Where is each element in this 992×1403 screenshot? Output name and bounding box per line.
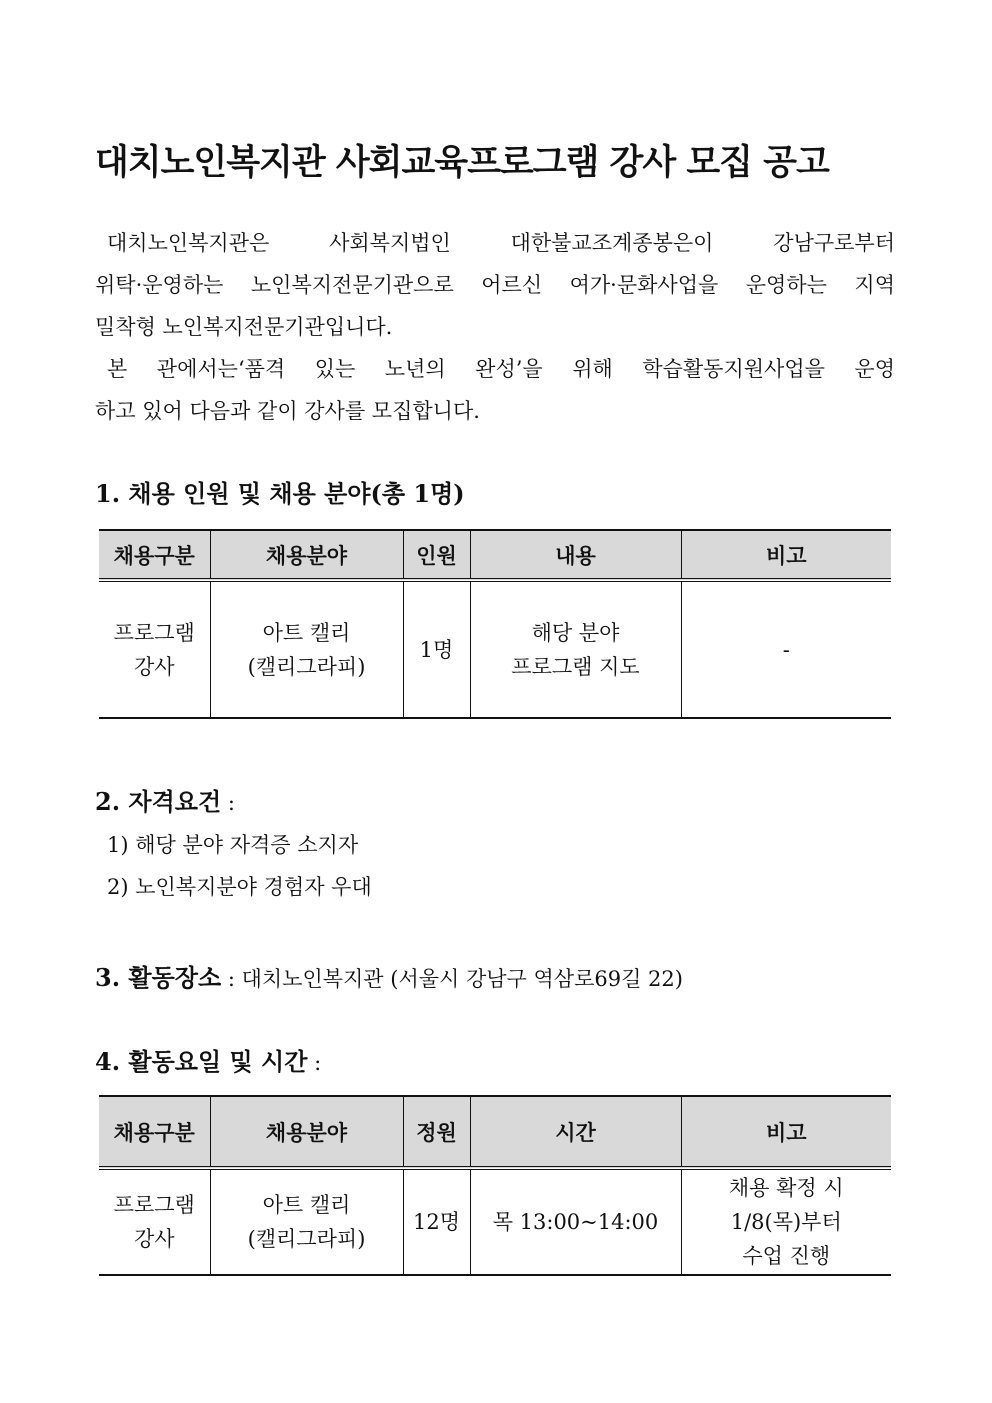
table-cell: 아트 캘리 (캘리그라피) <box>210 580 403 718</box>
section-heading-4: 4. 활동요일 및 시간 : <box>95 1047 322 1076</box>
intro-line: 밀착형 노인복지전문기관입니다. <box>95 315 393 339</box>
table-header: 시간 <box>470 1096 681 1168</box>
table-header: 비고 <box>681 530 891 580</box>
table-header: 비고 <box>681 1096 891 1168</box>
section-heading-1: 1. 채용 인원 및 채용 분야(총 1명) <box>95 479 465 508</box>
table-header: 인원 <box>403 530 470 580</box>
table-cell: 12명 <box>403 1168 470 1275</box>
table-header: 채용구분 <box>99 1096 210 1168</box>
list-item: 1) 해당 분야 자격증 소지자 <box>107 833 359 857</box>
table-cell: 목 13:00~14:00 <box>470 1168 681 1275</box>
table-header: 정원 <box>403 1096 470 1168</box>
intro-line: 대치노인복지관은 사회복지법인 대한불교조계종봉은이 강남구로부터 <box>107 231 895 255</box>
table-row <box>99 580 891 718</box>
intro-line: 본 관에서는‘품격 있는 노년의 완성’을 위해 학습활동지원사업을 운영 <box>107 357 895 381</box>
section-heading-3: 3. 활동장소 : 대치노인복지관 (서울시 강남구 역삼로69길 22) <box>95 963 683 992</box>
table-cell: 아트 캘리 (캘리그라피) <box>210 1168 403 1275</box>
table-header: 채용분야 <box>210 530 403 580</box>
table-cell: - <box>681 580 891 718</box>
table-cell: 채용 확정 시 1/8(목)부터 수업 진행 <box>681 1168 891 1275</box>
schedule-table <box>99 1095 891 1276</box>
qualification-list <box>107 824 372 908</box>
intro-line: 하고 있어 다음과 같이 강사를 모집합니다. <box>95 399 480 423</box>
table-header: 채용분야 <box>210 1096 403 1168</box>
table-row <box>99 1168 891 1275</box>
page-title: 대치노인복지관 사회교육프로그램 강사 모집 공고 <box>95 143 829 183</box>
table-header: 채용구분 <box>99 530 210 580</box>
section-heading-2: 2. 자격요건 : <box>95 787 235 816</box>
recruitment-table <box>99 529 891 719</box>
table-cell: 프로그램 강사 <box>99 580 210 718</box>
table-cell: 1명 <box>403 580 470 718</box>
intro-text <box>95 222 895 432</box>
table-header: 내용 <box>470 530 681 580</box>
intro-line: 위탁·운영하는 노인복지전문기관으로 어르신 여가·문화사업을 운영하는 지역 <box>95 273 895 297</box>
list-item: 2) 노인복지분야 경험자 우대 <box>107 875 372 899</box>
table-cell: 해당 분야 프로그램 지도 <box>470 580 681 718</box>
table-cell: 프로그램 강사 <box>99 1168 210 1275</box>
